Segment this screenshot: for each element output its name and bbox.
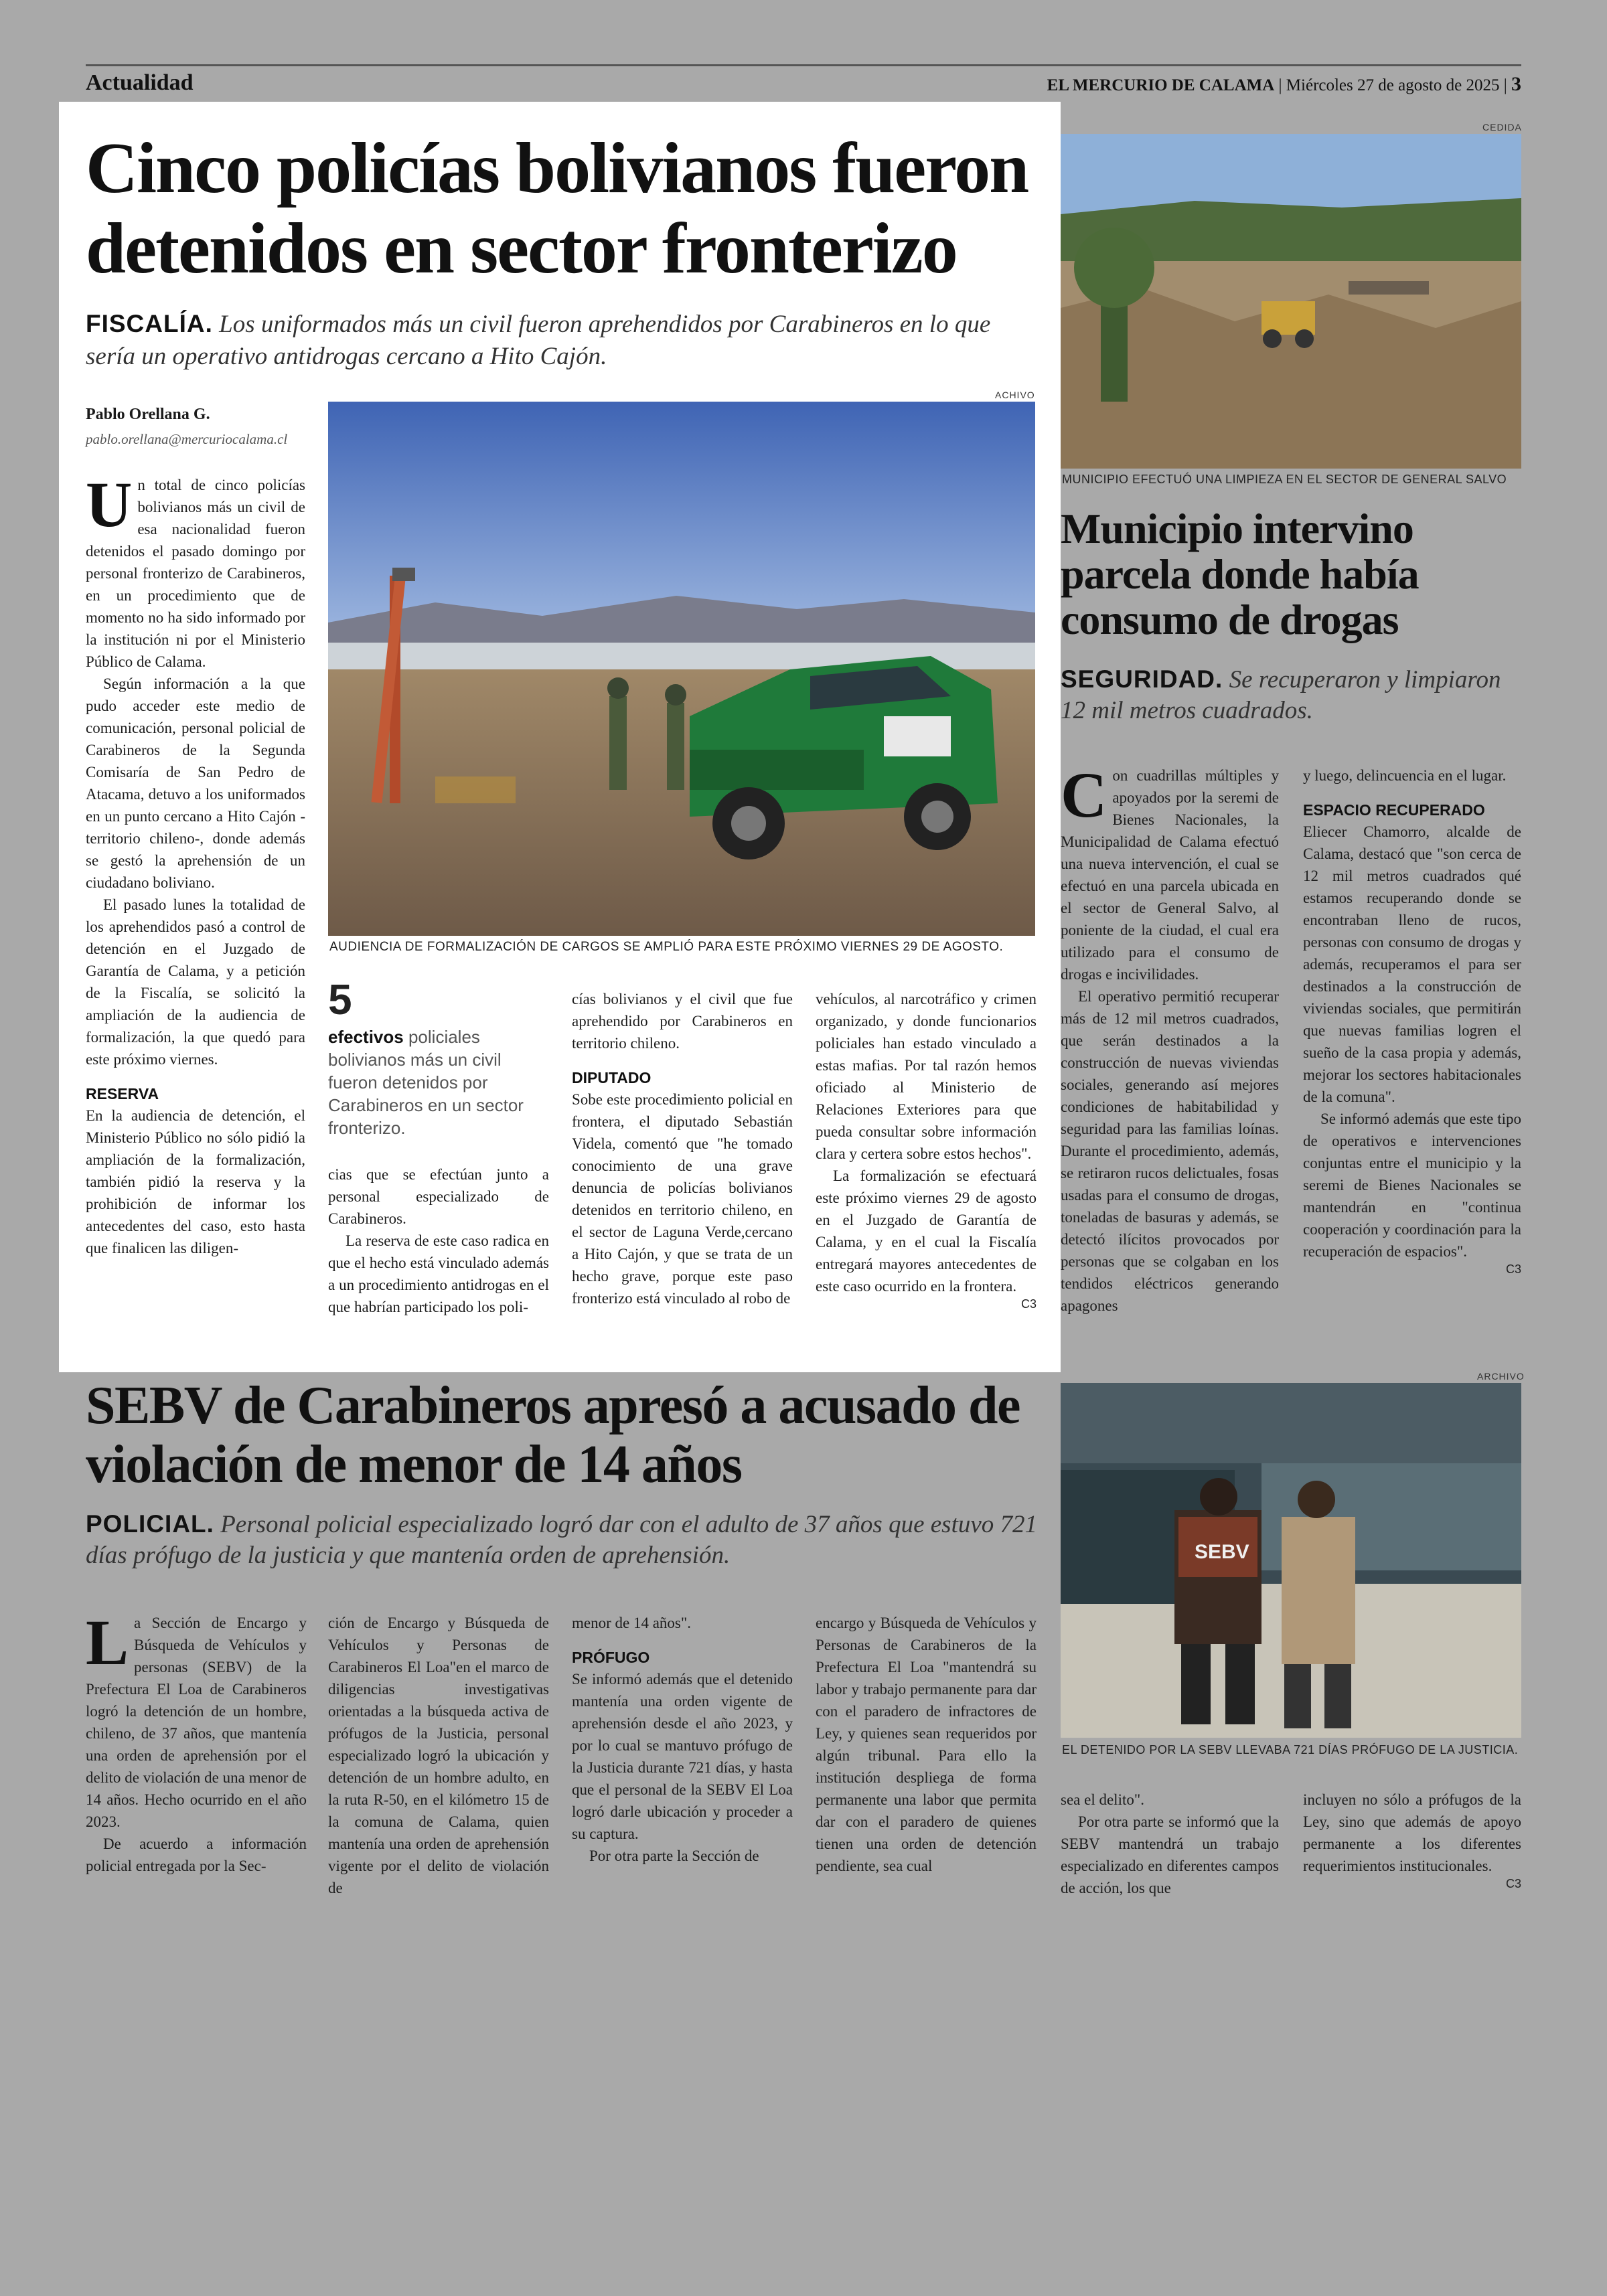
side-paragraph: Se informó además que este tipo de operativos e intervenciones conjuntas entre el municipio y la seremi de Bienes Nacionales se mantendrán en "continua cooperación y coordinación para la recuperación de espacios". (1303, 1111, 1521, 1260)
bottom-subhead: PRÓFUGO (572, 1649, 650, 1666)
main-photo-credit: ACHIVO (995, 390, 1035, 400)
main-paragraph: cías bolivianos y el civil que fue aprehendido por Carabineros en territorio chileno. (572, 991, 793, 1052)
main-column-1 (86, 469, 305, 1259)
bottom-paragraph: sea el delito". (1061, 1791, 1144, 1808)
byline-author: Pablo Orellana G. (86, 406, 210, 423)
bottom-paragraph: menor de 14 años". (572, 1615, 692, 1631)
bottom-paragraph: Se informó además que el detenido mantenía una orden vigente de aprehensión desde el año 2023, y por lo cual se mantuvo prófugo de la Justicia durante 721 días, y hasta que el personal de la SEBV El Loa logró darle ubicación y proceder a su captura. (572, 1671, 793, 1842)
bottom-deck-text: Personal policial especializado logró dar con el adulto de 37 años que estuvo 721 días prófugo de la justicia y que mantenía orden de aprehensión. (86, 1511, 1038, 1569)
side-deck (1061, 664, 1523, 726)
section-name: Actualidad (86, 70, 194, 95)
main-paragraph: En la audiencia de detención, el Ministerio Público no sólo pidió la ampliación de la formalización, también pidió la reserva y la prohibición de informar los antecedentes del caso, esto hasta que finalicen las diligen- (86, 1107, 305, 1256)
side-deck-text: Se recuperaron y limpiaron 12 mil metros cuadrados. (1061, 666, 1501, 724)
main-deck (86, 308, 1037, 373)
main-subhead: DIPUTADO (572, 1069, 652, 1086)
main-photo-caption: AUDIENCIA DE FORMALIZACIÓN DE CARGOS SE AMPLIÓ PARA ESTE PRÓXIMO VIERNES 29 DE AGOSTO. (329, 940, 1004, 954)
bottom-photo-credit: ARCHIVO (1477, 1371, 1525, 1382)
main-column-2 (328, 1163, 549, 1318)
bottom-paragraph: encargo y Búsqueda de Vehículos y Personas de Carabineros de la Prefectura El Loa "mantendrá su labor y trabajo permanente para dar con el paradero de infractores de Ley, y quienes sean requeridos por algún tribunal. Para ello la institución despliega de forma permanente una labor que permita dar con el paradero de quienes tienen una orden de detención pendiente, sea cual (816, 1615, 1037, 1874)
main-paragraph: vehículos, al narcotráfico y crimen organizado, y donde funcionarios policiales han estado vinculado a estas mafias. Por tal razón hemos oficiado al Ministerio de Relaciones Exteriores para que pueda consultar sobre información clara y certera sobre estos hechos". (816, 991, 1037, 1162)
bottom-deck-label: POLICIAL. (86, 1510, 214, 1538)
main-deck-text: Los uniformados más un civil fueron aprehendidos por Carabineros en lo que sería un operativo antidrogas cercano a Hito Cajón. (86, 311, 991, 370)
fact-number: 5 (328, 975, 352, 1023)
newspaper-name: EL MERCURIO DE CALAMA (1047, 76, 1275, 94)
main-paragraph: La reserva de este caso radica en que el hecho está vinculado además a un procedimiento antidrogas en el que habrían participado los poli- (328, 1232, 549, 1315)
main-column-4 (816, 988, 1037, 1311)
bottom-paragraph: a Sección de Encargo y Búsqueda de Vehículos y personas (SEBV) de la Prefectura El Loa de Carabineros logró la detención de un hombre, chileno, de 37 años, que mantenía una orden de aprehensión por el delito de violación de una menor de 14 años. Hecho ocurrido en el año 2023. (86, 1615, 307, 1830)
fact-body: policiales bolivianos más un civil fueron detenidos por Carabineros en un sector fronterizo. (328, 1027, 524, 1138)
bottom-paragraph: De acuerdo a información policial entregada por la Sec- (86, 1835, 307, 1874)
side-paragraph: Eliecer Chamorro, alcalde de Calama, destacó que "son cerca de 12 mil metros cuadrados qué estamos recuperando donde se encontraban lleno de rucos, personas con consumo de drogas y además, recuperamos el para ser destinados a la construcción de viviendas sociales, que permitirán que nuevas familias logren el sueño de la casa propia y además, mejorar los sectores habitacionales de la comuna". (1303, 823, 1521, 1105)
end-mark-icon: C3 (1505, 1262, 1521, 1276)
end-mark-icon: C3 (1020, 1297, 1037, 1311)
main-deck-label: FISCALÍA. (86, 310, 213, 337)
issue-date: Miércoles 27 de agosto de 2025 (1286, 76, 1500, 94)
bottom-deck (86, 1509, 1050, 1571)
bottom-paragraph: Por otra parte se informó que la SEBV mantendrá un trabajo especializado en diferentes campos de acción, los que (1061, 1813, 1279, 1896)
main-subhead: RESERVA (86, 1085, 159, 1102)
masthead: EL MERCURIO DE CALAMA | Miércoles 27 de agosto de 2025 | 3 (1047, 73, 1521, 95)
bottom-paragraph: Por otra parte la Sección de (589, 1848, 759, 1864)
border-patrol-photo (328, 402, 1035, 936)
main-dropcap: U (86, 469, 133, 540)
fact-text (328, 1026, 550, 1139)
main-photo (328, 402, 1035, 936)
side-photo-credit: CEDIDA (1482, 122, 1522, 133)
side-photo (1061, 134, 1521, 469)
side-column-1 (1061, 759, 1279, 1317)
bottom-photo-caption: EL DETENIDO POR LA SEBV LLEVABA 721 DÍAS PRÓFUGO DE LA JUSTICIA. (1062, 1743, 1519, 1756)
bottom-dropcap: L (86, 1607, 129, 1678)
main-paragraph: Sobe este procedimiento policial en frontera, el diputado Sebastián Videla, comentó que "he tomado conocimiento de una grave denuncia de policías bolivianos detenidos en territorio chileno, en el sector de Laguna Verde,cercano a Hito Cajón, y que se trata de un hecho grave, porque este paso fronterizo está vinculado al robo de (572, 1091, 793, 1307)
bottom-paragraph: incluyen no sólo a prófugos de la Ley, sino que además de apoyo permanente a los diferentes requerimientos institucionales. (1303, 1791, 1521, 1874)
end-mark-icon: C3 (1505, 1877, 1521, 1890)
main-paragraph: Según información a la que pudo acceder este medio de comunicación, personal policial de Carabineros de la Segunda Comisaría de San Pedro de Atacama, detuvo a los uniformados en un punto cercano a Hito Cajón -territorio chileno-, donde además se gestó la aprehensión de un ciudadano boliviano. (86, 675, 305, 891)
bottom-column-4 (816, 1612, 1037, 1877)
page-number: 3 (1511, 73, 1521, 95)
main-paragraph: La formalización se efectuará este próximo viernes 29 de agosto en el Juzgado de Garantía de Calama, y en el cual la Fiscalía entregará mayores antecedentes de este caso ocurrido en la frontera. (816, 1167, 1037, 1295)
byline-email: pablo.orellana@mercuriocalama.cl (86, 431, 288, 447)
main-paragraph: cias que se efectúan junto a personal especializado de Carabineros. (328, 1166, 549, 1227)
side-deck-label: SEGURIDAD. (1061, 665, 1223, 693)
bottom-paragraph: ción de Encargo y Búsqueda de Vehículos y Personas de Carabineros El Loa"en el marco de diligencias investigativas orientadas a la búsqueda activa de prófugos de la Justicia, personal especializado logró la ubicación y detención de un hombre adulto, en la ruta R-50, en el kilómetro 15 de la comuna de Calama, quien mantenía una orden de aprehensión vigente por el delito de violación de (328, 1615, 549, 1896)
side-photo-caption: MUNICIPIO EFECTUÓ UNA LIMPIEZA EN EL SECTOR DE GENERAL SALVO (1062, 473, 1507, 486)
main-paragraph: El pasado lunes la totalidad de los aprehendidos pasó a control de detención en el Juzgado de Garantía de Calama, y a petición de la Fiscalía, se solicitó la ampliación de la audiencia de formalización, la que quedó para este próximo viernes. (86, 896, 305, 1068)
bottom-column-2 (328, 1612, 549, 1899)
side-paragraph: El operativo permitió recuperar más de 12 mil metros cuadrados, que serán destinados a la construcción de nuevas viviendas sociales, generando así mejores condiciones de habitabilidad y seguridad para las familias loínas. Durante el procedimiento, además, se retiraron rucos delictuales, fosas usadas para el consumo de drogas, toneladas de basuras y además, se detectó ilícitos provocados por personas que se colgaban en los tendidos eléctricos generando apagones (1061, 988, 1279, 1314)
arrest-photo (1061, 1383, 1521, 1738)
vest-label: SEBV (1195, 1541, 1249, 1563)
side-paragraph: on cuadrillas múltiples y apoyados por la seremi de Bienes Nacionales, la Municipalidad de Calama efectuó una nueva intervención, el cual se efectuó en una parcela ubicada en el sector de General Salvo, al poniente de la ciudad, el cual era utilizado para el consumo de drogas e incivilidades. (1061, 767, 1279, 983)
cleanup-site-photo (1061, 134, 1521, 469)
side-column-2 (1303, 764, 1521, 1277)
main-headline: Cinco policías bolivianos fueron detenidos en sector fronterizo (86, 129, 1028, 289)
fact-bold: efectivos (328, 1027, 404, 1047)
side-dropcap: C (1061, 759, 1107, 831)
bottom-headline: SEBV de Carabineros apresó a acusado de violación de menor de 14 años (86, 1376, 1020, 1494)
side-headline: Municipio intervino parcela donde había consumo de drogas (1061, 505, 1419, 643)
bottom-photo (1061, 1383, 1521, 1738)
bottom-column-6 (1303, 1789, 1521, 1891)
bottom-column-1 (86, 1607, 307, 1877)
main-column-3 (572, 988, 793, 1309)
main-paragraph: n total de cinco policías bolivianos más un civil de esa nacionalidad fueron detenidos el pasado domingo por personal fronterizo de Carabineros, en un procedimiento que de momento no ha sido informado por la institución ni por el Ministerio Público de Calama. (86, 477, 305, 670)
side-subhead: ESPACIO RECUPERADO (1303, 801, 1485, 819)
page-header (86, 64, 1521, 99)
side-paragraph: y luego, delincuencia en el lugar. (1303, 767, 1507, 784)
bottom-column-5 (1061, 1789, 1279, 1899)
bottom-column-3 (572, 1612, 793, 1867)
